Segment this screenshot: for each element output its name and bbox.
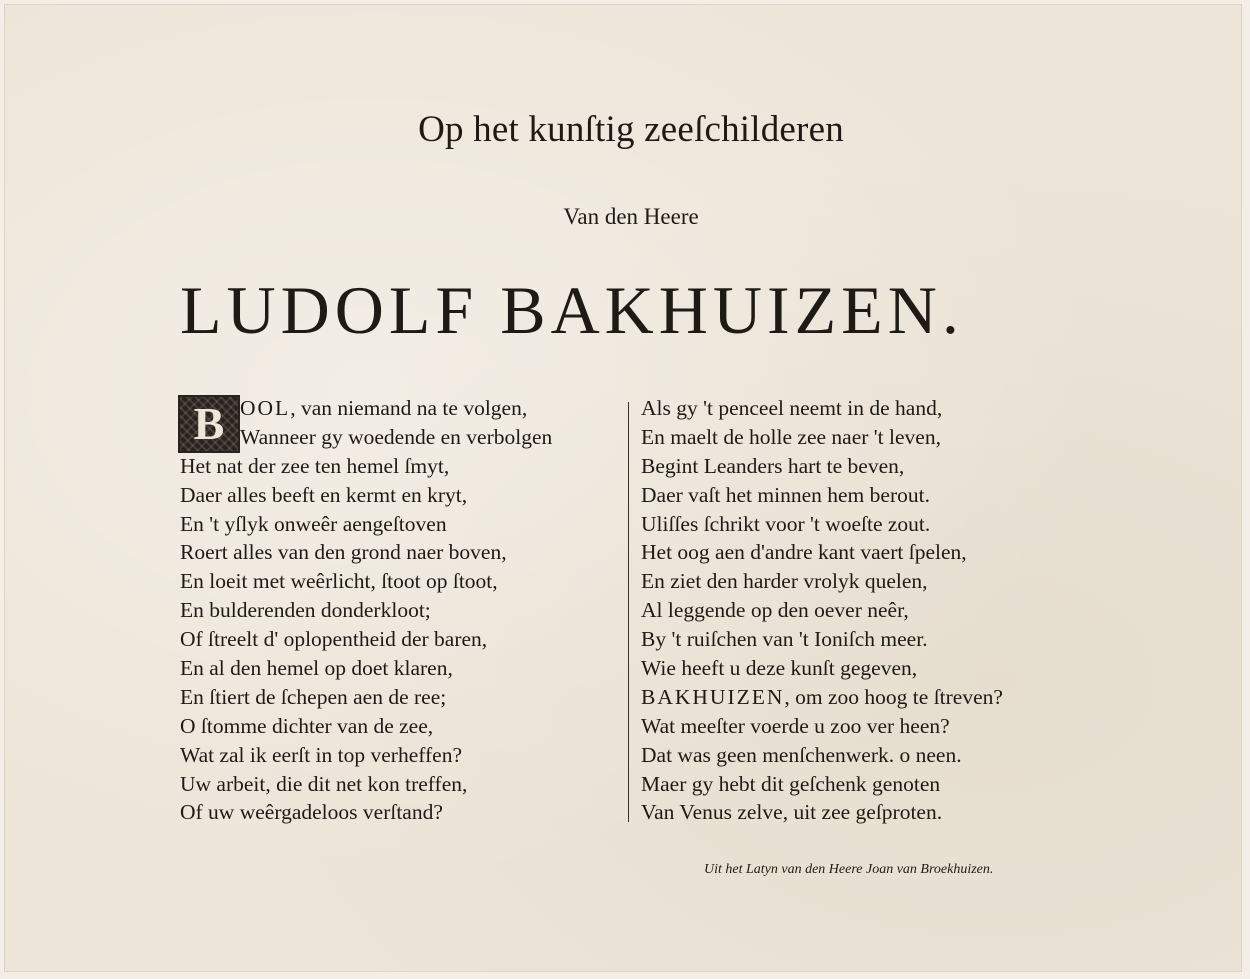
poem-line-text: , van niemand na te volgen, — [290, 396, 528, 420]
poem-line: Wanneer gy woedende en verbolgen — [240, 424, 553, 449]
poem-line: En 't yſlyk onweêr aengeſtoven — [180, 511, 447, 536]
poem-line: Daer vaſt het minnen hem berout. — [641, 482, 930, 507]
poem-line: Van Venus zelve, uit zee geſproten. — [641, 800, 943, 825]
poem-line-smallcaps: BAKHUIZEN — [641, 684, 785, 709]
poem-line: Daer alles beeft en kermt en kryt, — [180, 482, 468, 507]
poem-line: Het oog aen d'andre kant vaert ſpelen, — [641, 540, 967, 565]
poem-line: Als gy 't penceel neemt in de hand, — [641, 396, 943, 420]
poem-column-right — [641, 394, 1101, 827]
painter-name: LUDOLF BAKHUIZEN. — [180, 272, 964, 348]
poem-line: En ziet den harder vrolyk quelen, — [641, 569, 928, 594]
decorated-initial: B — [180, 397, 238, 451]
poem-line — [641, 683, 1101, 712]
print-sheet — [4, 4, 1242, 972]
poem-line: Uliſſes ſchrikt voor 't woeſte zout. — [641, 511, 931, 536]
poem-line: Roert alles van den grond naer boven, — [180, 540, 507, 565]
poem-line: En bulderenden donderkloot; — [180, 598, 431, 623]
poem-line: En loeit met weêrlicht, ſtoot op ſtoot, — [180, 569, 498, 594]
poem-line: Dat was geen menſchenwerk. o neen. — [641, 742, 962, 767]
poem-line: Wat meeſter voerde u zoo ver heen? — [641, 713, 950, 738]
poem-line: Of uw weêrgadeloos verſtand? — [180, 800, 443, 825]
poem-line: Wie heeft u deze kunſt gegeven, — [641, 656, 918, 681]
translation-credit: Uit het Latyn van den Heere Joan van Broekhuizen. — [704, 862, 994, 877]
poem-line-smallcaps: OOL — [240, 396, 291, 420]
poem-title: Op het kunſtig zeeſchilderen — [418, 109, 844, 150]
poem-line: Begint Leanders hart te beven, — [641, 453, 905, 478]
poem-line-text: , om zoo hoog te ſtreven? — [784, 684, 1003, 709]
poem-line: By 't ruiſchen van 't Ioniſch meer. — [641, 627, 928, 652]
poem-line: Wat zal ik eerſt in top verheffen? — [180, 742, 463, 767]
poem-line: Al leggende op den oever neêr, — [641, 598, 909, 623]
poem-line: En maelt de holle zee naer 't leven, — [641, 424, 941, 449]
poem-column-left — [180, 394, 620, 827]
poem-line: O ſtomme dichter van de zee, — [180, 713, 434, 738]
poem-line: Het nat der zee ten hemel ſmyt, — [180, 453, 450, 478]
column-divider — [628, 402, 629, 822]
poem-subtitle: Van den Heere — [563, 204, 699, 229]
poem-line: Maer gy hebt dit geſchenk genoten — [641, 771, 941, 796]
poem-line: Of ſtreelt d' oplopentheid der baren, — [180, 627, 488, 652]
poem-line: Uw arbeit, die dit net kon treffen, — [180, 771, 468, 796]
poem-line: En al den hemel op doet klaren, — [180, 656, 453, 681]
poem-line — [180, 394, 620, 423]
poem-line: En ſtiert de ſchepen aen de ree; — [180, 684, 447, 709]
